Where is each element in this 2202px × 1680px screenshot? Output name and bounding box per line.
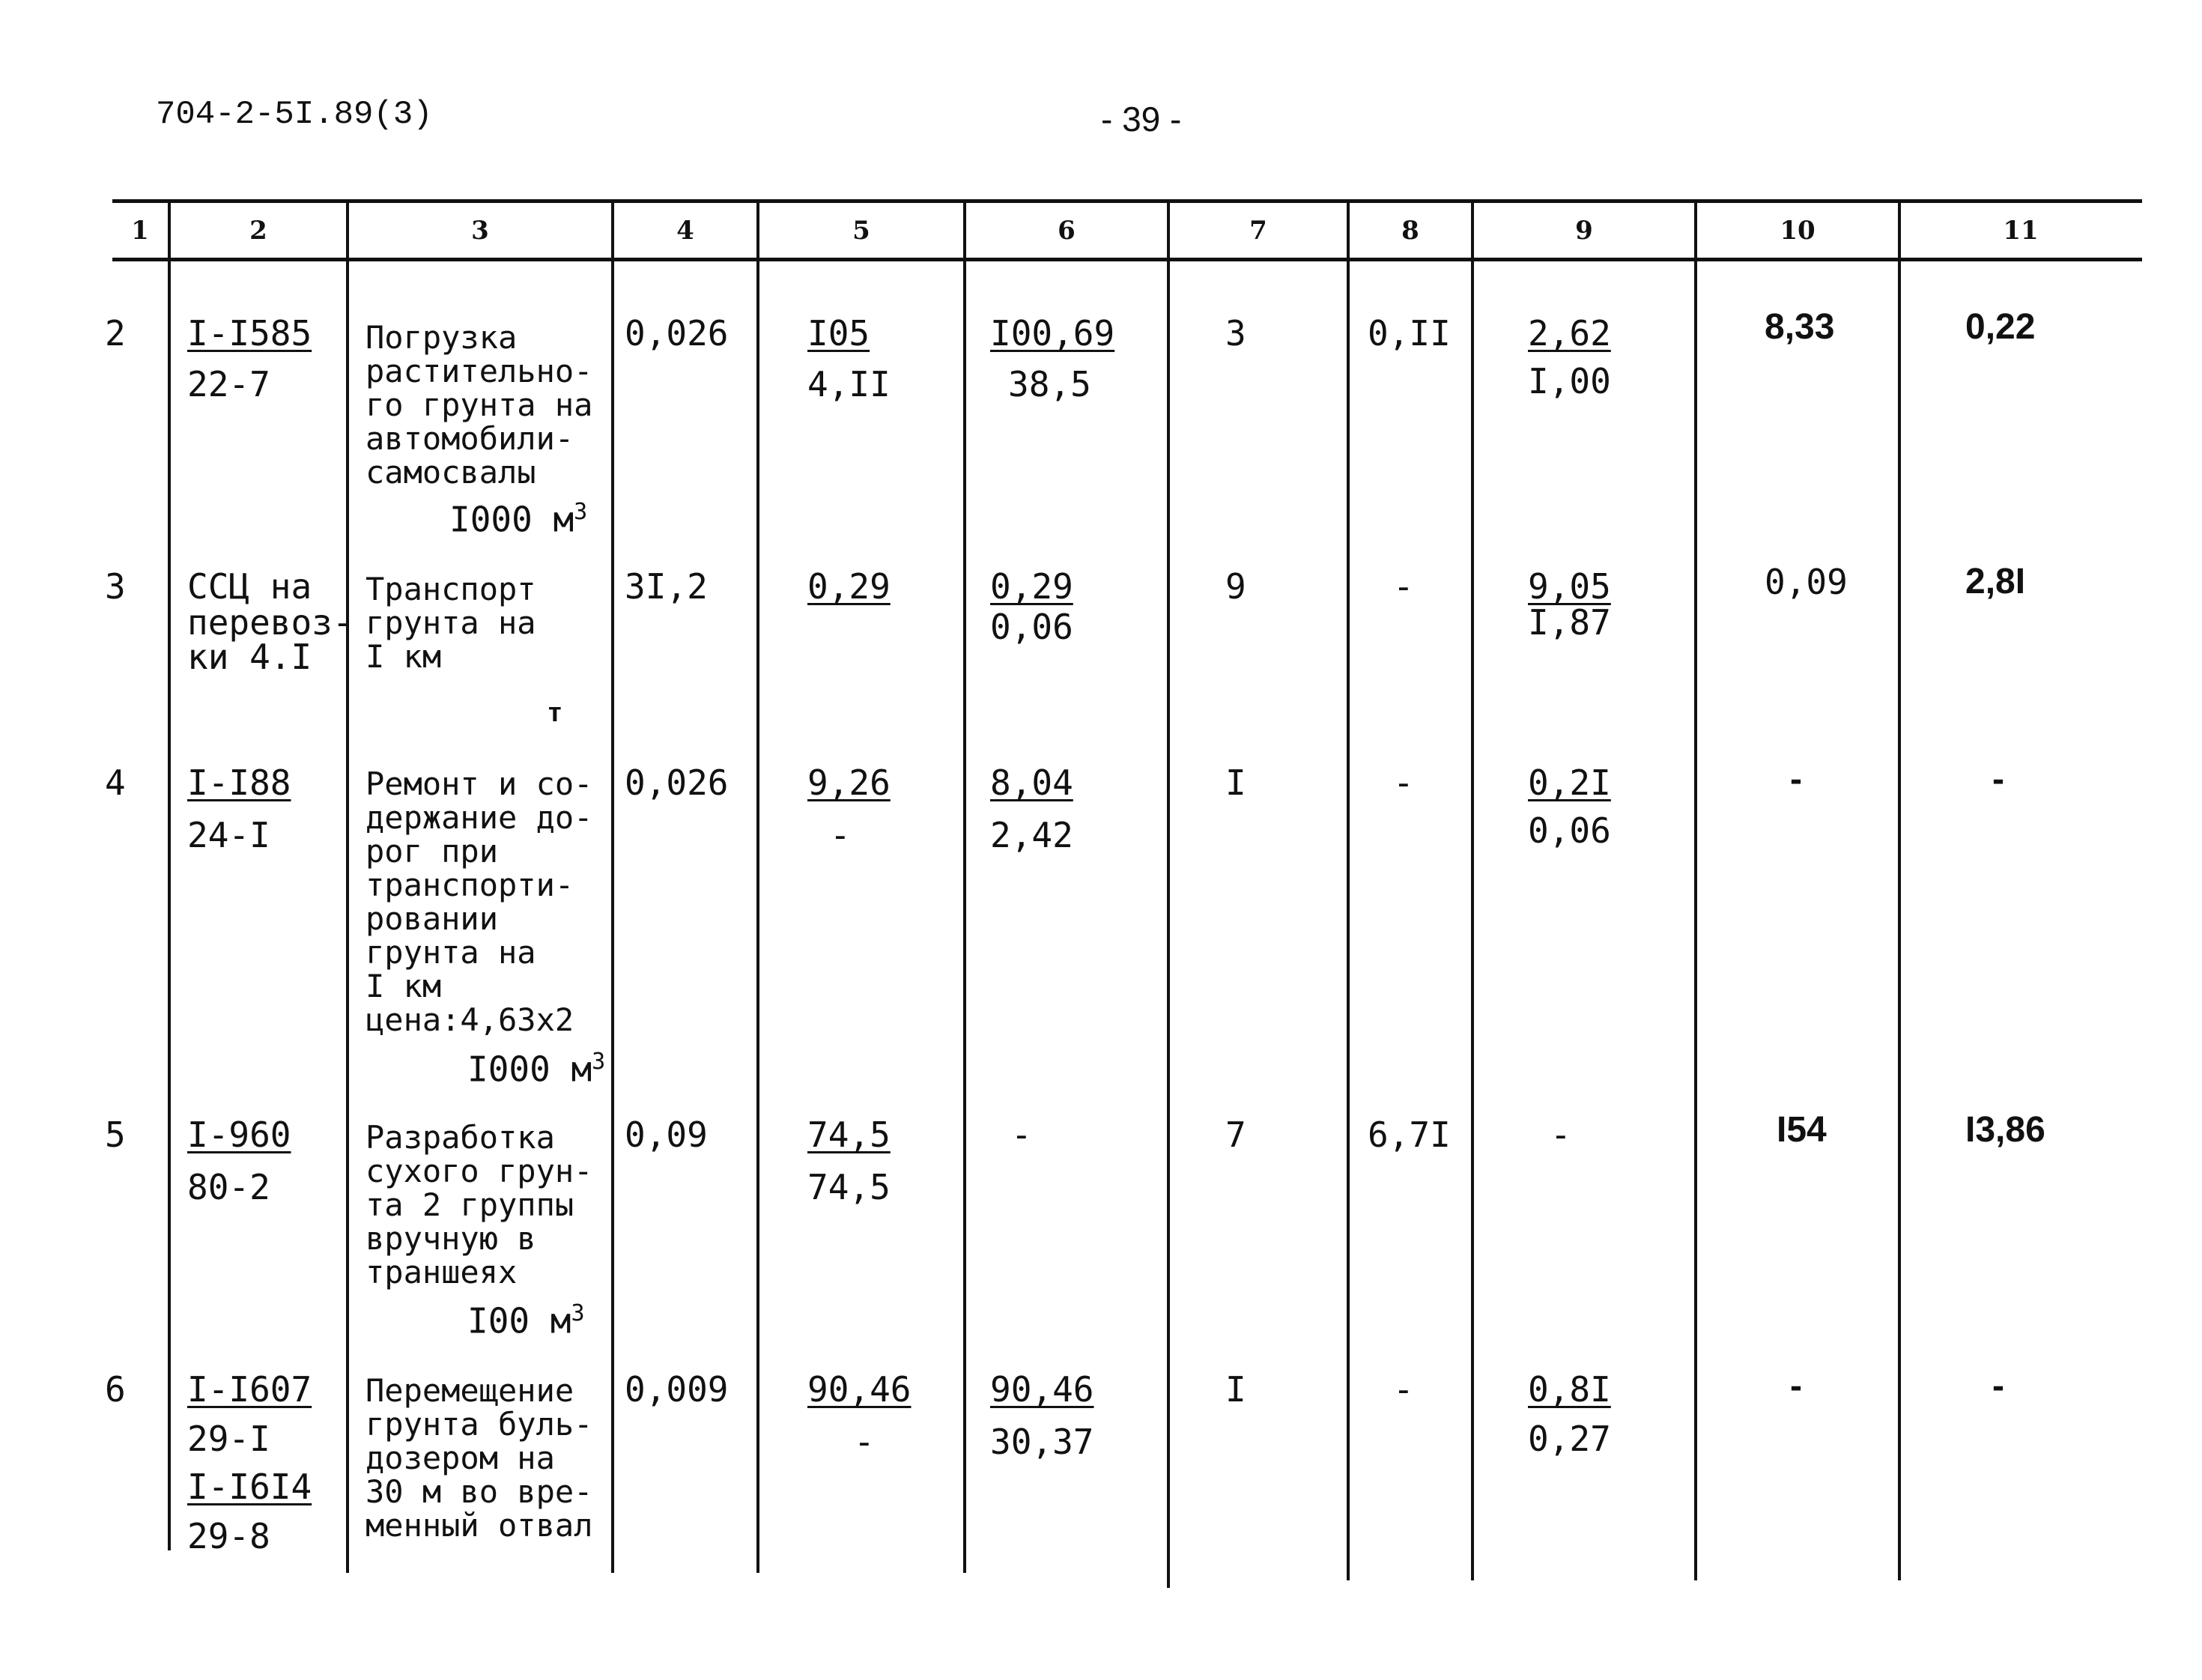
col6-bottom: 2,42 <box>990 815 1073 855</box>
col5-top: 0,29 <box>807 566 891 607</box>
row-number: 2 <box>105 313 126 354</box>
col11-value: 0,22 <box>1965 307 2036 347</box>
col-header: 5 <box>852 216 870 246</box>
col11-value: - <box>1992 759 2004 799</box>
col9-top: 0,2I <box>1528 762 1611 803</box>
col9-bottom: 0,27 <box>1528 1419 1611 1459</box>
code-bottom: 24-I <box>187 815 270 855</box>
col8-value: - <box>1393 762 1414 803</box>
code-top-2: I-I6I4 <box>187 1467 312 1507</box>
col-divider <box>963 202 966 1573</box>
col5-bottom: - <box>830 815 851 855</box>
code-bottom-2: 29-8 <box>187 1516 270 1556</box>
col6-top: 8,04 <box>990 762 1073 803</box>
col-header: 6 <box>1058 216 1076 246</box>
code-bottom: ки 4.I <box>187 637 312 677</box>
col10-value: I54 <box>1777 1110 1827 1150</box>
col8-value: - <box>1393 566 1414 607</box>
col-header: 7 <box>1249 216 1267 246</box>
col9-bottom: I,87 <box>1528 602 1611 643</box>
col10-value: 0,09 <box>1765 562 1848 602</box>
col7-value: 9 <box>1225 566 1246 607</box>
code-bottom: 29-I <box>187 1419 270 1459</box>
code-top: I-I585 <box>187 313 312 354</box>
col-header: 8 <box>1401 216 1419 246</box>
code-mid: перевоз- <box>187 602 354 643</box>
code-top: I-I88 <box>187 762 291 803</box>
col-divider <box>1167 202 1170 1588</box>
col-divider <box>346 202 349 1573</box>
code-bottom: 80-2 <box>187 1167 270 1207</box>
col-divider <box>168 202 171 1550</box>
col9-bottom: I,00 <box>1528 361 1611 401</box>
unit-label: I000 $м^3$ <box>467 1049 606 1090</box>
unit-label: т <box>548 697 562 727</box>
col9-top: 9,05 <box>1528 566 1611 607</box>
col6-top: 0,29 <box>990 566 1073 607</box>
header-bottom-rule <box>112 258 2142 261</box>
work-description: Транспорт грунта на I км <box>366 571 536 675</box>
code-bottom: 22-7 <box>187 364 270 404</box>
col5-top: 74,5 <box>807 1115 891 1155</box>
col-divider <box>1694 202 1697 1580</box>
col-header: 3 <box>471 216 489 246</box>
col6-bottom: 38,5 <box>1008 364 1091 404</box>
col-divider <box>756 202 759 1573</box>
col-divider <box>1471 202 1474 1580</box>
col-divider <box>1898 202 1901 1580</box>
row-number: 5 <box>105 1115 126 1155</box>
col9-bottom: 0,06 <box>1528 810 1611 851</box>
code-top: I-I607 <box>187 1369 312 1410</box>
col-divider <box>611 202 614 1573</box>
col9-top: - <box>1550 1115 1571 1155</box>
work-description: Ремонт и со- держание до- рог при транспорти- ровании грунта на I км цена:4,63х2 <box>366 765 593 1038</box>
col10-value: - <box>1790 1366 1802 1406</box>
code-top: I-960 <box>187 1115 291 1155</box>
col5-bottom: 4,II <box>807 364 891 404</box>
col5-top: 9,26 <box>807 762 891 803</box>
col5-top: I05 <box>807 313 870 354</box>
col5-top: 90,46 <box>807 1369 912 1410</box>
work-description: Разработка сухого грун- та 2 группы вручную в траншеях <box>366 1119 593 1291</box>
col11-value: - <box>1992 1366 2004 1406</box>
col-header: 1 <box>131 216 149 246</box>
col6-top: I00,69 <box>990 313 1115 354</box>
work-description: Погрузка растительно- го грунта на автомобили- самосвалы <box>366 319 593 491</box>
col5-bottom: 74,5 <box>807 1167 891 1207</box>
col4-value: 0,009 <box>625 1369 729 1410</box>
code-top: ССЦ на <box>187 566 312 607</box>
col8-value: - <box>1393 1369 1414 1410</box>
col11-value: I3,86 <box>1965 1110 2045 1150</box>
col-header: 10 <box>1780 216 1816 246</box>
col6-top: 90,46 <box>990 1369 1094 1410</box>
col7-value: 7 <box>1225 1115 1246 1155</box>
col7-value: I <box>1225 1369 1246 1410</box>
col9-top: 0,8I <box>1528 1369 1611 1410</box>
col10-value: 8,33 <box>1765 307 1835 347</box>
col4-value: 0,026 <box>625 313 729 354</box>
work-description: Перемещение грунта буль- дозером на 30 м во вре- менный отвал <box>366 1372 593 1544</box>
col4-value: 3I,2 <box>625 566 708 607</box>
col11-value: 2,8I <box>1965 562 2026 601</box>
col-header: 4 <box>676 216 694 246</box>
col7-value: 3 <box>1225 313 1246 354</box>
col10-value: - <box>1790 759 1802 799</box>
col7-value: I <box>1225 762 1246 803</box>
col4-value: 0,026 <box>625 762 729 803</box>
unit-label: I000 $м^3$ <box>449 499 588 540</box>
col-header: 2 <box>249 216 267 246</box>
row-number: 3 <box>105 566 126 607</box>
col9-top: 2,62 <box>1528 313 1611 354</box>
col4-value: 0,09 <box>625 1115 708 1155</box>
table-top-rule <box>112 199 2142 203</box>
col-header: 9 <box>1575 216 1593 246</box>
col-divider <box>1347 202 1350 1580</box>
unit-label: I00 $м^3$ <box>467 1300 585 1341</box>
col6-bottom: 0,06 <box>990 607 1073 647</box>
row-number: 6 <box>105 1369 126 1410</box>
col5-bottom: - <box>854 1422 875 1462</box>
col6-top: - <box>1011 1115 1032 1155</box>
col8-value: 6,7I <box>1368 1115 1451 1155</box>
col6-bottom: 30,37 <box>990 1422 1094 1462</box>
col8-value: 0,II <box>1368 313 1451 354</box>
page-number: - 39 - <box>1101 100 1182 139</box>
document-code: 704-2-5I.89(3) <box>156 96 433 133</box>
col-header: 11 <box>2003 216 2039 246</box>
row-number: 4 <box>105 762 126 803</box>
